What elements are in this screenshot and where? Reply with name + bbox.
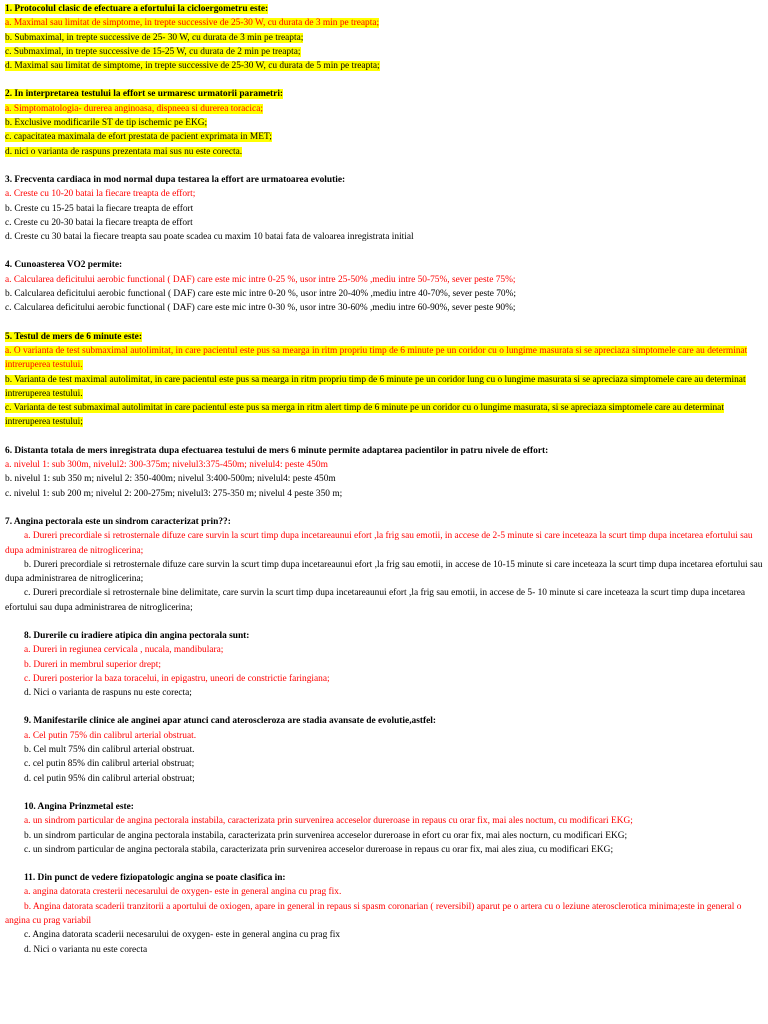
question-title: 4. Cunoasterea VO2 permite:: [5, 260, 123, 271]
answer-c: c. Varianta de test submaximal autolimitat in care pacientul este pus sa merga in ritm alert timp de 6 minute pe un coridor cu o lungime masurata, si se apreciaza simptomele care au determinat intreruperea testului;: [5, 403, 724, 428]
answer-b: b. Dureri precordiale si retrosternale difuze care survin la scurt timp dupa incetareaunui efort ,la frig sau emotii, in accese de 10-15 minute si care inceteaza la scurt timp dupa incetarea efortului sau dupa administrarea de nitroglicerina;: [5, 559, 763, 585]
answer-c: c. cel putin 85% din calibrul arterial obstruat;: [24, 759, 195, 770]
question-10: [5, 800, 763, 857]
answer-a: a. un sindrom particular de angina pectorala instabila, caracterizata prin survenirea acceselor dureroase in repaus cu orar fix, mai ales noctum, cu modificari EKG;: [24, 816, 633, 827]
answer-b: b. Dureri in membrul superior drept;: [24, 659, 161, 670]
answer-a: a. Dureri in regiunea cervicala , nucala, mandibulara;: [24, 645, 224, 656]
answer-c: c. capacitatea maximala de efort prestata de pacient exprimata in MET;: [5, 132, 272, 143]
question-3: [5, 173, 763, 244]
question-6: [5, 444, 763, 501]
answer-c: c. Angina datorata scaderii necesarului de oxygen- este in general angina cu prag fix: [24, 930, 341, 941]
answer-a: a. Simptomatologia- durerea anginoasa, dispneea si durerea toracica;: [5, 103, 263, 114]
question-4: [5, 258, 763, 315]
question-1: [5, 2, 763, 73]
question-title: 6. Distanta totala de mers inregistrata dupa efectuarea testului de mers 6 minute permite adaptarea pacientilor in patru nivele de effort:: [5, 445, 549, 456]
answer-b: b. Varianta de test maximal autolimitat, in care pacientul este pus sa mearga in ritm propriu timp de 6 minute pe un coridor lung cu o lungime masurata si se apreciaza simptomele care au determinat intreruperea testului.: [5, 374, 746, 399]
answer-a: a. Dureri precordiale si retrosternale difuze care survin la scurt timp dupa incetareaunui efort ,la frig sau emotii, in accese de 2-5 minute si care inceteaza la scurt timp dupa incetarea efortului sau dupa administrarea de nitroglicerina;: [5, 531, 753, 556]
answer-a: a. angina datorata cresterii necesarului de oxygen- este in general angina cu prag fix.: [24, 887, 342, 898]
question-8: [5, 629, 763, 700]
question-title: 11. Din punct de vedere fiziopatologic angina se poate clasifica in:: [24, 873, 286, 884]
answer-a: a. O varianta de test submaximal autolimitat, in care pacientul este pus sa mearga in ritm propriu timp de 6 minute pe un coridor cu o lungime masurata si se apreciaza simptomele care au determinat intreruperea testului.: [5, 345, 748, 371]
answer-c: c. Calcularea deficitului aerobic functional ( DAF) care este mic intre 0-30 %, usor intre 30-60% ,mediu intre 60-90%, sever peste 90%;: [5, 303, 516, 314]
answer-a: a. nivelul 1: sub 300m, nivelul2: 300-375m; nivelul3:375-450m; nivelul4: peste 450m: [5, 460, 328, 471]
question-5: [5, 330, 763, 430]
answer-b: b. Calcularea deficitului aerobic functional ( DAF) care este mic intre 0-20 %, usor intre 20-40% ,mediu intre 40-70%, sever peste 70%;: [5, 289, 517, 300]
answer-a: a. Cel putin 75% din calibrul arterial obstruat.: [24, 730, 197, 741]
answer-b: b. Exclusive modificarile ST de tip ischemic pe EKG;: [5, 118, 208, 129]
question-2: [5, 87, 763, 158]
question-11: [5, 871, 763, 957]
question-title: 3. Frecventa cardiaca in mod normal dupa testarea la effort are urmatoarea evolutie:: [5, 174, 346, 185]
question-title: 5. Testul de mers de 6 minute este:: [5, 331, 142, 342]
answer-b: b. un sindrom particular de angina pectorala instabila, caracterizata prin survenirea acceselor dureroase in efort cu orar fix, mai ales nocturn, cu modificari EKG;: [24, 830, 628, 841]
answer-b: b. Cel mult 75% din calibrul arterial obstruat.: [24, 745, 195, 756]
question-title: 7. Angina pectorala este un sindrom caracterizat prin??:: [5, 516, 231, 527]
answer-d: d. cel putin 95% din calibrul arterial obstruat;: [24, 773, 195, 784]
answer-c: c. nivelul 1: sub 200 m; nivelul 2: 200-275m; nivelul3: 275-350 m; nivelul 4 peste 350 m;: [5, 488, 343, 499]
question-title: 8. Durerile cu iradiere atipica din angina pectorala sunt:: [24, 630, 250, 641]
answer-b: b. Creste cu 15-25 batai la fiecare treapta de effort: [5, 203, 194, 214]
answer-a: a. Maximal sau limitat de simptome, in trepte successive de 25-30 W, cu durata de 3 min pe treapta;: [5, 18, 380, 29]
answer-b: b. nivelul 1: sub 350 m; nivelul 2: 350-400m; nivelul 3:400-500m; nivelul4: peste 450m: [5, 474, 336, 485]
answer-c: c. Dureri precordiale si retrosternale bine delimitate, care survin la scurt timp dupa incetareaunui efort ,la frig sau emotii, in accese de 5- 10 minute si care inceteaza la scurt timp dupa incetarea efortului sau dupa administrarea de nitroglicerina;: [5, 588, 746, 613]
answer-c: c. Dureri posterior la baza toracelui, in epigastru, uneori de constrictie faringiana;: [24, 673, 330, 684]
answer-a: a. Creste cu 10-20 batai la fiecare treapta de effort;: [5, 189, 196, 200]
answer-d: d. nici o varianta de raspuns prezentata mai sus nu este corecta.: [5, 146, 243, 157]
question-title: 1. Protocolul clasic de efectuare a efortului la cicloergometru este:: [5, 4, 269, 14]
question-title: 9. Manifestarile clinice ale anginei apar atunci cand ateroscleroza are stadia avansate de evolutie,astfel:: [24, 716, 437, 727]
question-9: [5, 714, 763, 785]
answer-d: d. Maximal sau limitat de simptome, in trepte successive de 25-30 W, cu durata de 5 min pe treapta;: [5, 61, 380, 72]
answer-a: a. Calcularea deficitului aerobic functional ( DAF) care este mic intre 0-25 %, usor intre 25-50% ,mediu intre 50-75%, sever peste 75%;: [5, 274, 516, 285]
question-title: 2. In interpretarea testului la effort se urmaresc urmatorii parametri:: [5, 89, 284, 100]
answer-d: d. Nici o varianta de raspuns nu este corecta;: [24, 688, 192, 699]
answer-c: c. Creste cu 20-30 batai la fiecare treapta de effort: [5, 217, 193, 228]
question-title: 10. Angina Prinzmetal este:: [24, 801, 134, 812]
answer-b: b. Submaximal, in trepte successive de 25- 30 W, cu durata de 3 min pe treapta;: [5, 32, 304, 43]
answer-c: c. Submaximal, in trepte successive de 15-25 W, cu durata de 2 min pe treapta;: [5, 46, 301, 57]
answer-d: d. Nici o varianta nu este corecta: [24, 944, 148, 955]
question-7: [5, 515, 763, 615]
answer-b: b. Angina datorata scaderii tranzitorii a aportului de oxiogen, apare in general in repaus si spasm coronarian ( reversibil) aparut pe o artera cu o leziune aterosclerotica minima;este in general o angina cu prag variabil: [5, 901, 742, 927]
answer-d: d. Creste cu 30 batai la fiecare treapta sau poate scadea cu maxim 10 batai fata de valoarea inregistrata initial: [5, 232, 414, 243]
answer-c: c. un sindrom particular de angina pectorala stabila, caracterizata prin survenirea acceselor dureroase in repaus cu orar fix, mai ales ziua, cu modificari EKG;: [24, 844, 614, 855]
